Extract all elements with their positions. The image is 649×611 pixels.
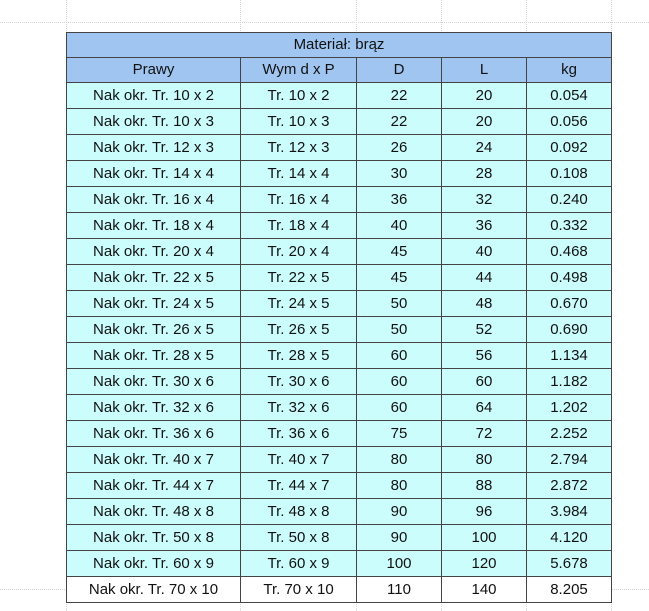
cell-wym-d-x-p: Tr. 18 x 4 [241, 213, 357, 239]
cell-prawy: Nak okr. Tr. 40 x 7 [67, 447, 241, 473]
cell-kg: 1.202 [527, 395, 612, 421]
header-l: L [442, 58, 527, 83]
cell-d: 90 [357, 499, 442, 525]
cell-d: 80 [357, 447, 442, 473]
table-row [67, 343, 612, 369]
cell-d: 60 [357, 343, 442, 369]
cell-prawy: Nak okr. Tr. 36 x 6 [67, 421, 241, 447]
cell-kg: 3.984 [527, 499, 612, 525]
cell-l: 36 [442, 213, 527, 239]
cell-wym-d-x-p: Tr. 26 x 5 [241, 317, 357, 343]
cell-d: 22 [357, 83, 442, 109]
cell-l: 64 [442, 395, 527, 421]
table-row [67, 109, 612, 135]
spec-table [66, 32, 612, 603]
cell-kg: 0.670 [527, 291, 612, 317]
table-row [67, 551, 612, 577]
cell-kg: 0.468 [527, 239, 612, 265]
cell-prawy: Nak okr. Tr. 48 x 8 [67, 499, 241, 525]
cell-kg: 1.134 [527, 343, 612, 369]
cell-kg: 0.108 [527, 161, 612, 187]
cell-l: 24 [442, 135, 527, 161]
cell-l: 60 [442, 369, 527, 395]
cell-kg: 2.252 [527, 421, 612, 447]
cell-wym-d-x-p: Tr. 60 x 9 [241, 551, 357, 577]
cell-prawy: Nak okr. Tr. 44 x 7 [67, 473, 241, 499]
cell-prawy: Nak okr. Tr. 32 x 6 [67, 395, 241, 421]
cell-prawy: Nak okr. Tr. 70 x 10 [67, 577, 241, 603]
title-row [67, 33, 612, 58]
cell-kg: 2.794 [527, 447, 612, 473]
cell-prawy: Nak okr. Tr. 14 x 4 [67, 161, 241, 187]
cell-wym-d-x-p: Tr. 32 x 6 [241, 395, 357, 421]
cell-wym-d-x-p: Tr. 20 x 4 [241, 239, 357, 265]
cell-l: 48 [442, 291, 527, 317]
cell-l: 140 [442, 577, 527, 603]
cell-wym-d-x-p: Tr. 10 x 3 [241, 109, 357, 135]
table-row [67, 265, 612, 291]
cell-l: 44 [442, 265, 527, 291]
cell-d: 26 [357, 135, 442, 161]
cell-wym-d-x-p: Tr. 36 x 6 [241, 421, 357, 447]
cell-kg: 4.120 [527, 525, 612, 551]
cell-prawy: Nak okr. Tr. 18 x 4 [67, 213, 241, 239]
cell-d: 30 [357, 161, 442, 187]
cell-l: 72 [442, 421, 527, 447]
cell-d: 50 [357, 317, 442, 343]
cell-d: 45 [357, 265, 442, 291]
material-title: Materiał: brąz [67, 33, 612, 58]
table-row [67, 421, 612, 447]
cell-l: 28 [442, 161, 527, 187]
cell-prawy: Nak okr. Tr. 28 x 5 [67, 343, 241, 369]
sheet-gridline [0, 22, 649, 23]
cell-prawy: Nak okr. Tr. 22 x 5 [67, 265, 241, 291]
cell-wym-d-x-p: Tr. 10 x 2 [241, 83, 357, 109]
cell-wym-d-x-p: Tr. 44 x 7 [241, 473, 357, 499]
header-row [67, 58, 612, 83]
cell-d: 80 [357, 473, 442, 499]
cell-d: 110 [357, 577, 442, 603]
cell-kg: 0.690 [527, 317, 612, 343]
cell-prawy: Nak okr. Tr. 20 x 4 [67, 239, 241, 265]
cell-l: 120 [442, 551, 527, 577]
cell-wym-d-x-p: Tr. 48 x 8 [241, 499, 357, 525]
cell-d: 60 [357, 369, 442, 395]
cell-wym-d-x-p: Tr. 70 x 10 [241, 577, 357, 603]
table-row [67, 473, 612, 499]
cell-l: 88 [442, 473, 527, 499]
table-row [67, 447, 612, 473]
cell-d: 75 [357, 421, 442, 447]
cell-l: 40 [442, 239, 527, 265]
cell-wym-d-x-p: Tr. 22 x 5 [241, 265, 357, 291]
cell-d: 22 [357, 109, 442, 135]
cell-d: 90 [357, 525, 442, 551]
cell-kg: 5.678 [527, 551, 612, 577]
cell-prawy: Nak okr. Tr. 12 x 3 [67, 135, 241, 161]
table-row [67, 213, 612, 239]
cell-wym-d-x-p: Tr. 40 x 7 [241, 447, 357, 473]
cell-wym-d-x-p: Tr. 12 x 3 [241, 135, 357, 161]
table-row [67, 317, 612, 343]
table-row [67, 395, 612, 421]
cell-d: 100 [357, 551, 442, 577]
table-row [67, 577, 612, 603]
cell-l: 80 [442, 447, 527, 473]
cell-l: 20 [442, 83, 527, 109]
cell-wym-d-x-p: Tr. 50 x 8 [241, 525, 357, 551]
cell-wym-d-x-p: Tr. 28 x 5 [241, 343, 357, 369]
cell-l: 20 [442, 109, 527, 135]
cell-l: 52 [442, 317, 527, 343]
header-prawy: Prawy [67, 58, 241, 83]
cell-prawy: Nak okr. Tr. 16 x 4 [67, 187, 241, 213]
cell-wym-d-x-p: Tr. 14 x 4 [241, 161, 357, 187]
cell-prawy: Nak okr. Tr. 60 x 9 [67, 551, 241, 577]
cell-d: 50 [357, 291, 442, 317]
cell-wym-d-x-p: Tr. 30 x 6 [241, 369, 357, 395]
cell-kg: 0.054 [527, 83, 612, 109]
header-d: D [357, 58, 442, 83]
cell-d: 40 [357, 213, 442, 239]
cell-kg: 0.332 [527, 213, 612, 239]
cell-kg: 0.056 [527, 109, 612, 135]
cell-kg: 0.240 [527, 187, 612, 213]
table-row [67, 187, 612, 213]
table-row [67, 239, 612, 265]
cell-kg: 8.205 [527, 577, 612, 603]
cell-kg: 0.498 [527, 265, 612, 291]
cell-kg: 0.092 [527, 135, 612, 161]
spec-table-body [67, 33, 612, 603]
cell-d: 36 [357, 187, 442, 213]
cell-prawy: Nak okr. Tr. 30 x 6 [67, 369, 241, 395]
header-kg: kg [527, 58, 612, 83]
cell-l: 96 [442, 499, 527, 525]
cell-prawy: Nak okr. Tr. 10 x 2 [67, 83, 241, 109]
cell-wym-d-x-p: Tr. 16 x 4 [241, 187, 357, 213]
table-row [67, 83, 612, 109]
cell-wym-d-x-p: Tr. 24 x 5 [241, 291, 357, 317]
cell-prawy: Nak okr. Tr. 10 x 3 [67, 109, 241, 135]
cell-d: 45 [357, 239, 442, 265]
table-row [67, 499, 612, 525]
cell-d: 60 [357, 395, 442, 421]
table-row [67, 369, 612, 395]
table-row [67, 161, 612, 187]
table-row [67, 525, 612, 551]
cell-l: 56 [442, 343, 527, 369]
cell-kg: 2.872 [527, 473, 612, 499]
cell-kg: 1.182 [527, 369, 612, 395]
cell-prawy: Nak okr. Tr. 26 x 5 [67, 317, 241, 343]
table-row [67, 135, 612, 161]
table-row [67, 291, 612, 317]
cell-l: 100 [442, 525, 527, 551]
cell-prawy: Nak okr. Tr. 50 x 8 [67, 525, 241, 551]
cell-l: 32 [442, 187, 527, 213]
header-wym-d-x-p: Wym d x P [241, 58, 357, 83]
cell-prawy: Nak okr. Tr. 24 x 5 [67, 291, 241, 317]
